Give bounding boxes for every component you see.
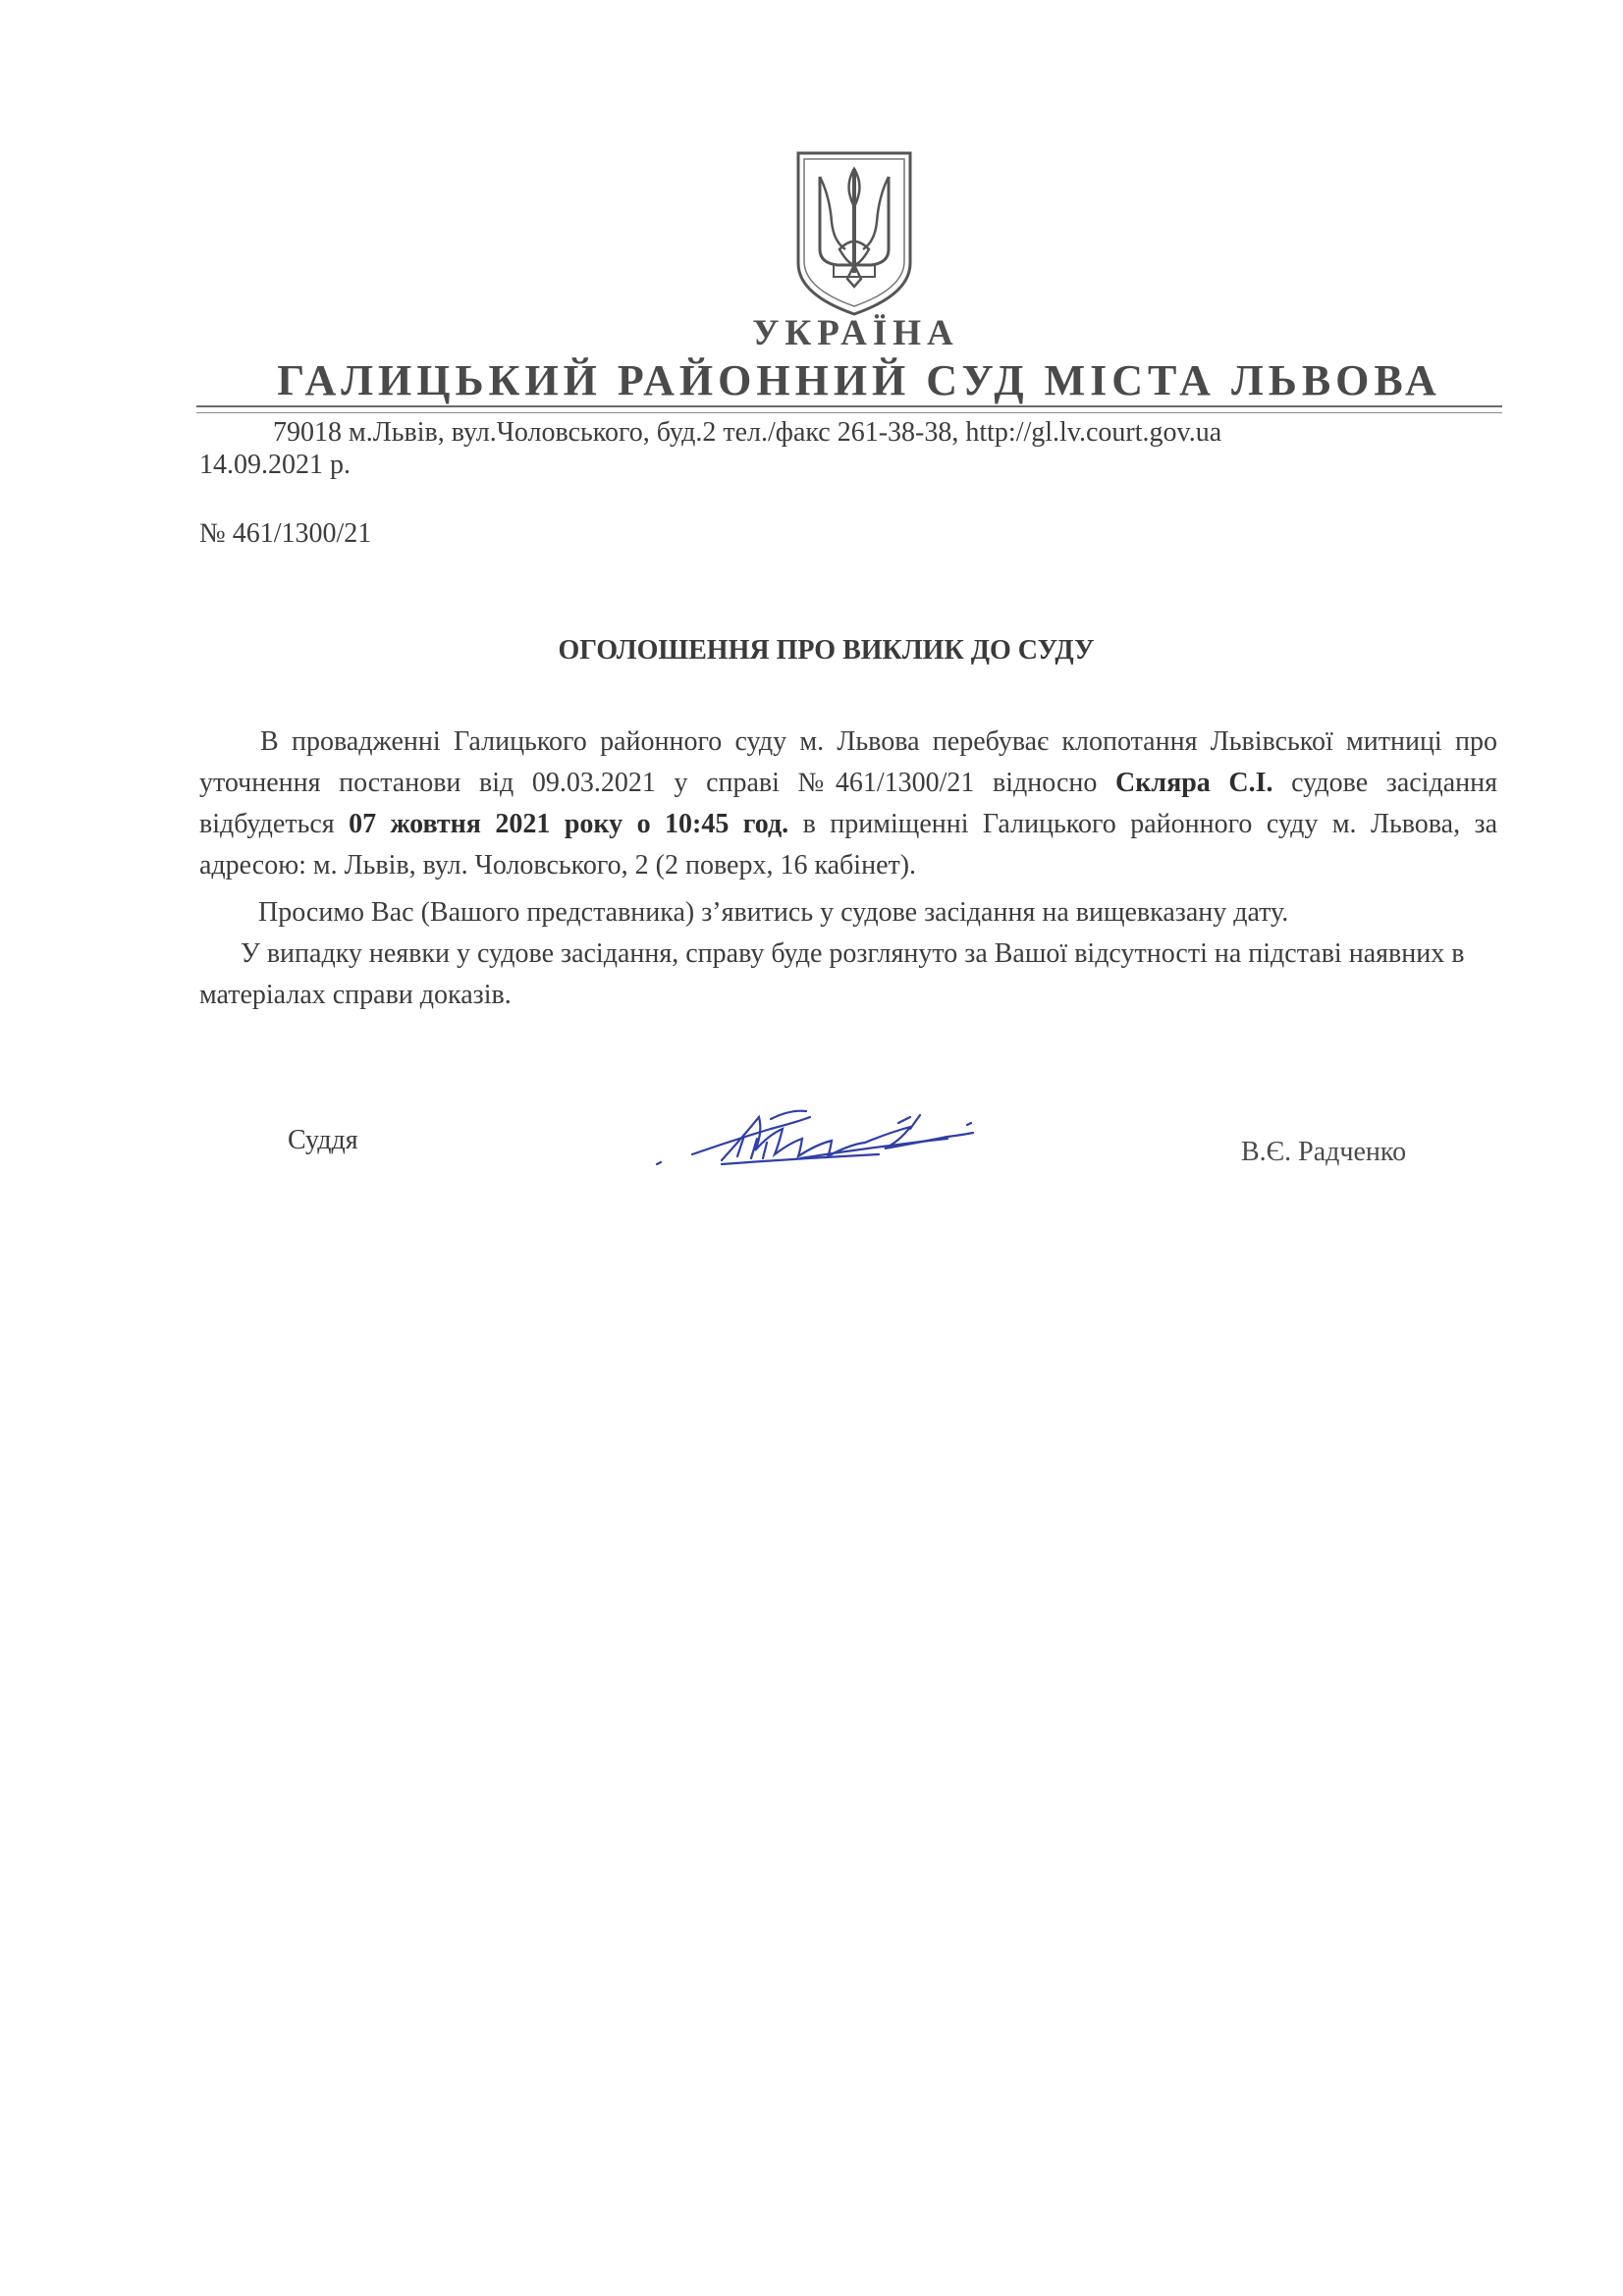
trident-emblem-icon <box>790 147 918 319</box>
judge-name: В.Є. Радченко <box>1241 1137 1407 1167</box>
header-divider <box>196 405 1502 407</box>
handwritten-signature-icon <box>653 1099 987 1178</box>
court-name: ГАЛИЦЬКИЙ РАЙОННИЙ СУД МІСТА ЛЬВОВА <box>277 356 1441 404</box>
hearing-datetime: 07 жовтня 2021 року о 10:45 год. <box>349 809 789 839</box>
court-address: 79018 м.Львів, вул.Чоловського, буд.2 тел./факс 261-38-38, http://gl.lv.court.gov.ua <box>273 417 1222 448</box>
header-divider-secondary <box>196 412 1502 413</box>
judge-label: Суддя <box>288 1125 358 1155</box>
paragraph-proceedings: В провадженні Галицького районного суду м. Львова перебуває клопотання Львівської митниці про уточнення постанови від 09.03.2021 у справі №461/1300/21 відносно Скляра С.І. судове засідання відбудеться 07 жовтня 2021 року о 10:45 год. в приміщенні Галицького районного суду м. Львова, за адресою: м. Львів, вул. Чоловського, 2 (2 поверх, 16 кабінет). <box>199 726 1497 881</box>
case-number: № 461/1300/21 <box>199 518 372 549</box>
document-date: 14.09.2021 р. <box>199 450 351 480</box>
country-title: УКРАЇНА <box>752 313 959 353</box>
document-heading: ОГОЛОШЕННЯ ПРО ВИКЛИК ДО СУДУ <box>558 635 1095 666</box>
paragraph-absence: У випадку неявки у судове засідання, справу буде розглянуто за Вашої відсутності на підставі наявних в матеріалах справи доказів. <box>199 938 1465 1010</box>
notice-body <box>199 721 1497 1016</box>
paragraph-request: Просимо Вас (Вашого представника) з’явитись у судове засідання на вищевказану дату. <box>258 897 1289 928</box>
defendant-name: Скляра С.І. <box>1115 768 1273 798</box>
